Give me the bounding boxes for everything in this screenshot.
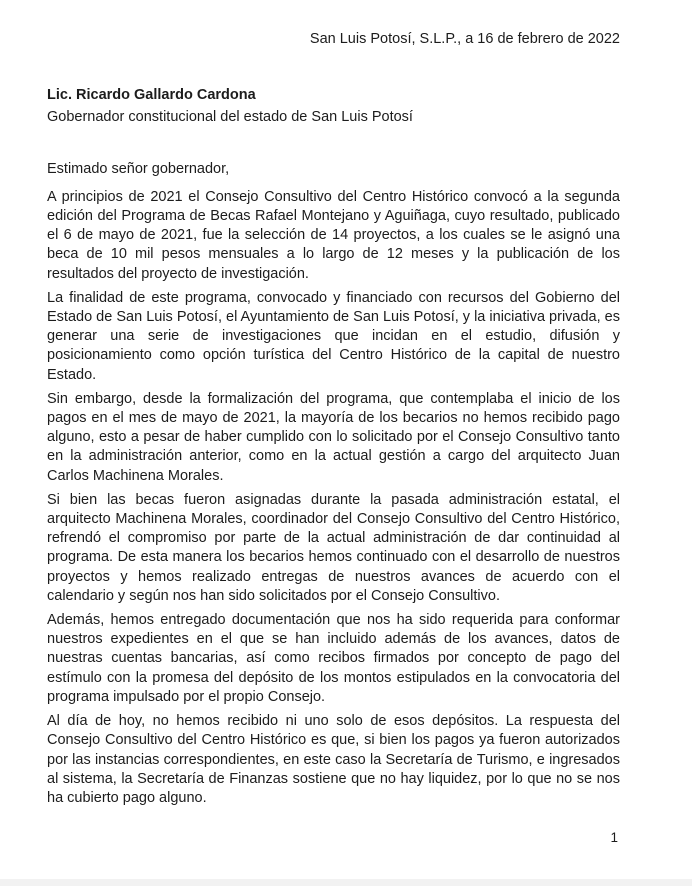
page-bottom-edge bbox=[0, 879, 692, 886]
page-number: 1 bbox=[610, 830, 618, 845]
body-paragraph-3: Sin embargo, desde la formalización del programa, que contemplaba el inicio de los pagos en el mes de mayo de 2021, la mayoría de los becarios no hemos recibido pago alguno, esto a pesar de haber cumplido con lo solicitado por el Consejo Consultivo tanto en la administración anterior, como en la actual gestión a cargo del arquitecto Juan Carlos Machinena Morales. bbox=[47, 390, 620, 484]
body-paragraph-2: La finalidad de este programa, convocado y financiado con recursos del Gobierno del Estado de San Luis Potosí, el Ayuntamiento de San Luis Potosí, y la iniciativa privada, es generar una serie de investigaciones que incidan en el estudio, difusión y posicionamiento como opción turística del Centro Histórico de la capital de nuestro Estado. bbox=[47, 289, 620, 383]
recipient-name: Lic. Ricardo Gallardo Cardona bbox=[47, 87, 256, 104]
recipient-block bbox=[47, 85, 620, 128]
body-paragraph-1: A principios de 2021 el Consejo Consultivo del Centro Histórico convocó a la segunda edición del Programa de Becas Rafael Montejano y Aguiñaga, cuyo resultado, publicado el 6 de mayo de 2021, fue la selección de 14 proyectos, a los cuales se le asignó una beca de 10 mil pesos mensuales a lo largo de 12 meses y la publicación de los resultados del proyecto de investigación. bbox=[47, 188, 620, 282]
recipient-title: Gobernador constitucional del estado de San Luis Potosí bbox=[47, 108, 413, 125]
date-line: San Luis Potosí, S.L.P., a 16 de febrero de 2022 bbox=[309, 31, 620, 47]
body-paragraph-6: Al día de hoy, no hemos recibido ni uno solo de esos depósitos. La respuesta del Consejo Consultivo del Centro Histórico es que, si bien los pagos ya fueron autorizados por las instancias correspondientes, en este caso la Secretaría de Turismo, e ingresados al sistema, la Secretaría de Finanzas sostiene que no hay liquidez, por lo que no se nos ha cubierto pago alguno. bbox=[47, 713, 620, 806]
body-paragraph-4: Si bien las becas fueron asignadas durante la pasada administración estatal, el arquitecto Machinena Morales, coordinador del Consejo Consultivo del Centro Histórico, refrendó el compromiso por parte de la actual administración de dar continuidad al programa. De esta manera los becarios hemos continuado con el desarrollo de nuestros proyectos y hemos realizado entregas de nuestros avances de acuerdo con el calendario y según nos han sido solicitados por el Consejo Consultivo. bbox=[47, 491, 620, 604]
body-paragraph-5: Además, hemos entregado documentación que nos ha sido requerida para conformar nuestros expedientes en el que se han incluido además de los avances, datos de nuestras cuentas bancarias, así como recibos firmados por concepto de pago del estímulo con la promesa del depósito de los montos estipulados en la convocatoria del programa impulsado por el propio Consejo. bbox=[47, 612, 620, 705]
salutation: Estimado señor gobernador, bbox=[47, 160, 230, 177]
